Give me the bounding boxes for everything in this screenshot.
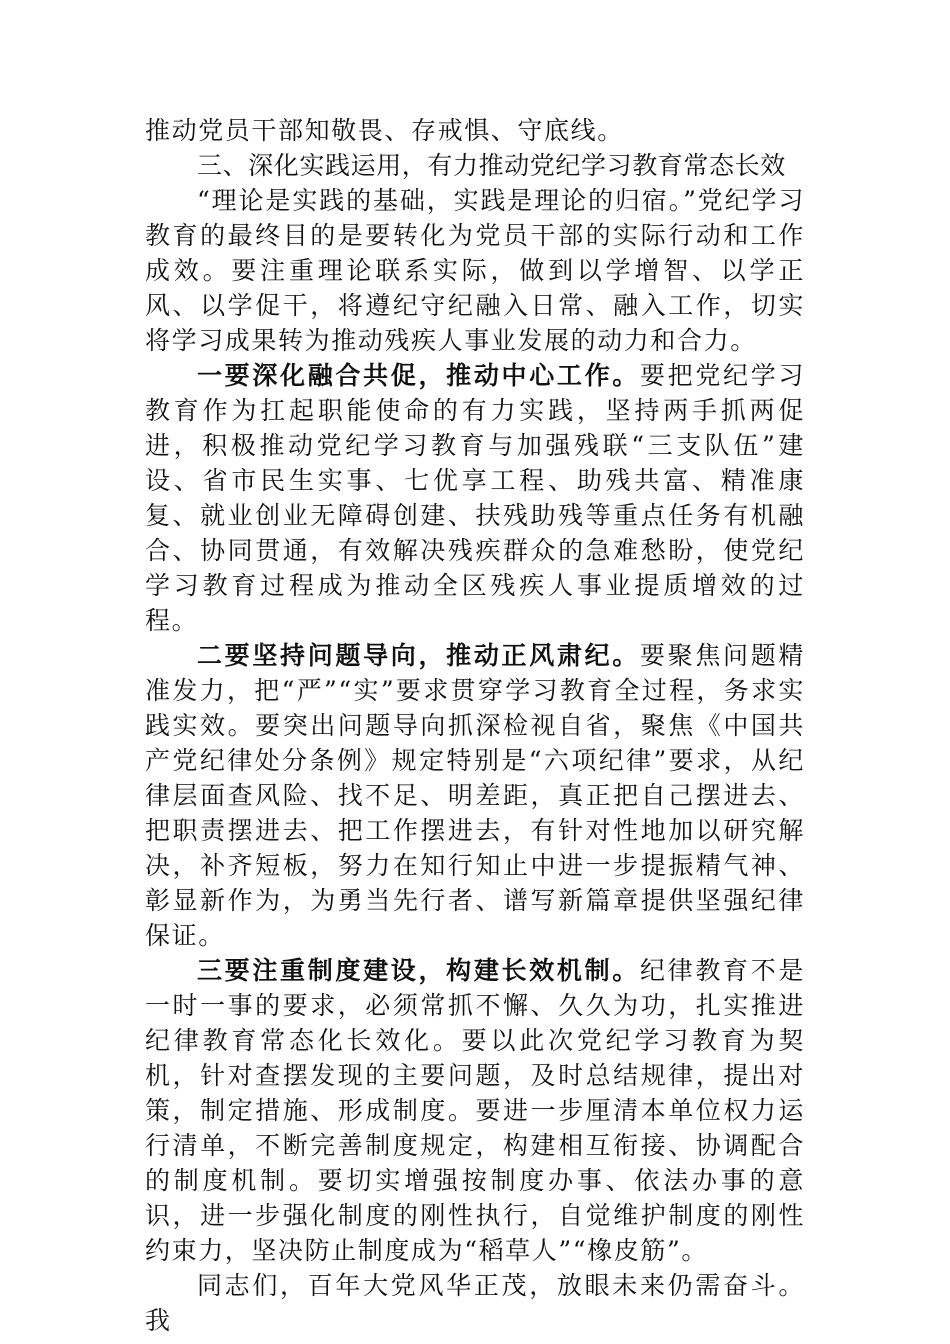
point-2-paragraph [145,638,805,953]
point-1-body: 要把党纪学习教育作为扛起职能使命的有力实践，坚持两手抓两促进，积极推动党纪学习教育与加强残联“三支队伍”建设、省市民生实事、七优享工程、助残共富、精准康复、就业创业无障碍创建、扶残助残等重点任务有机融合、协同贯通，有效解决残疾群众的急难愁盼，使党纪学习教育过程成为推动全区残疾人事业提质增效的过程。 [145,361,805,635]
closing-paragraph: 同志们，百年大党风华正茂，放眼未来仍需奋斗。我 [145,1271,805,1335]
point-2-lead: 二要坚持问题导向，推动正风肃纪。 [197,641,640,670]
intro-tail-text: 推动党员干部知敬畏、存戒惧、守底线。 [145,116,624,145]
point-3-lead: 三要注重制度建设，构建长效机制。 [197,956,640,985]
quote-paragraph: “理论是实践的基础，实践是理论的归宿。”党纪学习教育的最终目的是要转化为党员干部的实际行动和工作成效。要注重理论联系实际，做到以学增智、以学正风、以学促干，将遵纪守纪融入日常、融入工作，切实将学习成果转为推动残疾人事业发展的动力和合力。 [145,186,805,355]
document-page [145,113,805,1338]
point-3-body: 纪律教育不是一时一事的要求，必须常抓不懈、久久为功，扎实推进纪律教育常态化长效化。要以此次党纪学习教育为契机，针对查摆发现的主要问题，及时总结规律，提出对策，制定措施、形成制度。要进一步厘清本单位权力运行清单，不断完善制度规定，构建相互衔接、协调配合的制度机制。要切实增强按制度办事、依法办事的意识，进一步强化制度的刚性执行，自觉维护制度的刚性约束力，坚决防止制度成为“稻草人”“橡皮筋”。 [145,956,805,1265]
point-3-paragraph [145,953,805,1268]
section-heading: 三、深化实践运用，有力推动党纪学习教育常态长效 [197,151,786,180]
point-2-body: 要聚焦问题精准发力，把“严”“实”要求贯穿学习教育全过程，务求实践实效。要突出问题导向抓深检视自省，聚焦《中国共产党纪律处分条例》规定特别是“六项纪律”要求，从纪律层面查风险、找不足、明差距，真正把自己摆进去、把职责摆进去、把工作摆进去，有针对性地加以研究解决，补齐短板，努力在知行知止中进一步提振精气神、彰显新作为，为勇当先行者、谱写新篇章提供坚强纪律保证。 [145,641,805,950]
point-1-paragraph [145,358,805,638]
point-1-lead: 一要深化融合共促，推动中心工作。 [197,361,640,390]
